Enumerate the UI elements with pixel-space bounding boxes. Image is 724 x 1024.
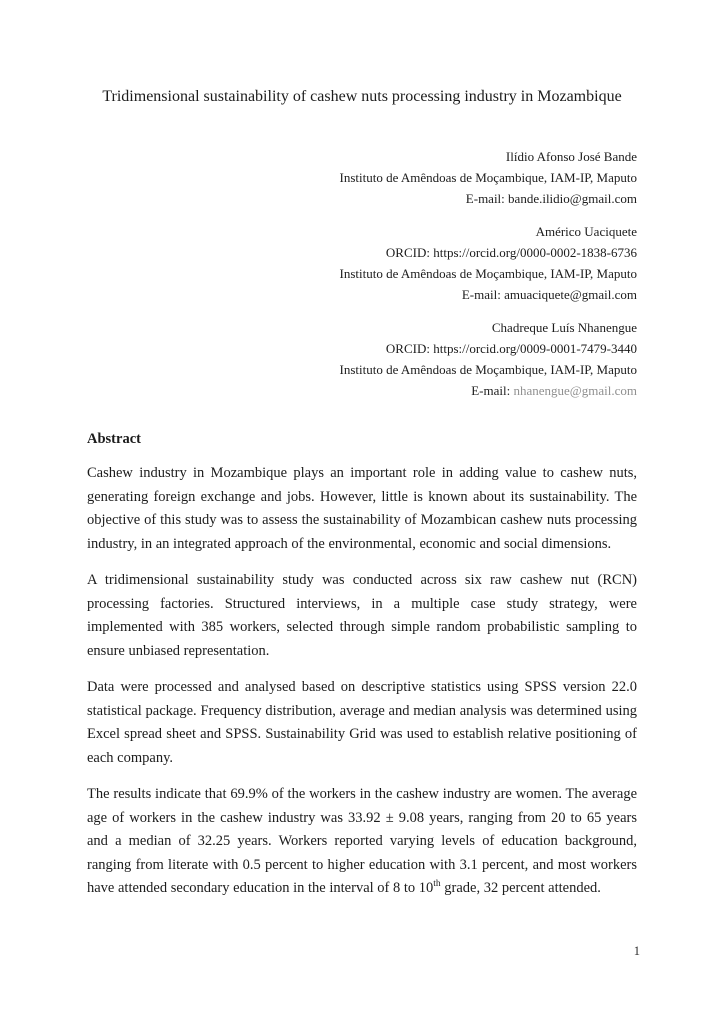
author-blocks bbox=[87, 146, 637, 401]
author-email-line bbox=[87, 188, 637, 209]
email-address[interactable]: nhanengue@gmail.com bbox=[513, 383, 637, 398]
abstract-paragraph bbox=[87, 462, 637, 556]
author-block bbox=[87, 317, 637, 401]
author-name: Chadreque Luís Nhanengue bbox=[491, 320, 637, 335]
author-orcid-line bbox=[87, 242, 637, 263]
page-number: 1 bbox=[633, 944, 640, 958]
paragraph-text: grade, 32 percent attended. bbox=[440, 880, 601, 896]
paragraph-text: A tridimensional sustainability study was conducted across six raw cashew nut (RCN) processing factories. Structured interviews, in a multiple case study strategy, were implemented with 385 workers, selected through simple random probabilistic sampling to ensure unbiased representation. bbox=[87, 572, 637, 659]
paragraph-text: Data were processed and analysed based on descriptive statistics using SPSS version 22.0 statistical package. Frequency distribution, average and median analysis was determined using Excel spread sheet and SPSS. Sustainability Grid was used to establish relative positioning of each company. bbox=[87, 679, 637, 766]
author-affiliation: Instituto de Amêndoas de Moçambique, IAM-IP, Maputo bbox=[339, 266, 637, 281]
author-block bbox=[87, 221, 637, 305]
abstract-paragraphs bbox=[87, 462, 637, 901]
email-label: E-mail: bbox=[471, 383, 514, 398]
author-orcid-line bbox=[87, 338, 637, 359]
author-email-line bbox=[87, 380, 637, 401]
email-address[interactable]: amuaciquete@gmail.com bbox=[504, 287, 637, 302]
orcid-label: ORCID: bbox=[385, 341, 434, 356]
orcid-label: ORCID: bbox=[385, 245, 434, 260]
author-email-line bbox=[87, 284, 637, 305]
author-block bbox=[87, 146, 637, 209]
abstract-paragraph bbox=[87, 676, 637, 770]
superscript-text: th bbox=[433, 879, 441, 890]
abstract-heading: Abstract bbox=[87, 431, 141, 447]
author-name: Ilídio Afonso José Bande bbox=[505, 149, 637, 164]
email-label: E-mail: bbox=[465, 191, 509, 206]
author-affiliation: Instituto de Amêndoas de Moçambique, IAM-IP, Maputo bbox=[339, 170, 637, 185]
author-affiliation: Instituto de Amêndoas de Moçambique, IAM-IP, Maputo bbox=[339, 362, 637, 377]
author-name: Américo Uaciquete bbox=[535, 224, 637, 239]
paragraph-text: The results indicate that 69.9% of the workers in the cashew industry are women. The average age of workers in the cashew industry was 33.92 ± 9.08 years, ranging from 20 to 65 years and a median of 32.25 years. Workers reported varying levels of education background, ranging from literate with 0.5 percent to higher education with 3.1 percent, and most workers have attended secondary education in the interval of 8 to 10 bbox=[87, 786, 637, 896]
orcid-url[interactable]: https://orcid.org/0000-0002-1838-6736 bbox=[433, 245, 637, 260]
email-address[interactable]: bande.ilidio@gmail.com bbox=[508, 191, 637, 206]
paragraph-text: Cashew industry in Mozambique plays an important role in adding value to cashew nuts, generating foreign exchange and jobs. However, little is known about its sustainability. The objective of this study was to assess the sustainability of Mozambican cashew nuts processing industry, in an integrated approach of the environmental, economic and social dimensions. bbox=[87, 465, 637, 552]
email-label: E-mail: bbox=[461, 287, 505, 302]
abstract-paragraph bbox=[87, 569, 637, 663]
paper-title: Tridimensional sustainability of cashew nuts processing industry in Mozambique bbox=[102, 88, 622, 105]
abstract-paragraph bbox=[87, 783, 637, 901]
orcid-url[interactable]: https://orcid.org/0009-0001-7479-3440 bbox=[433, 341, 637, 356]
